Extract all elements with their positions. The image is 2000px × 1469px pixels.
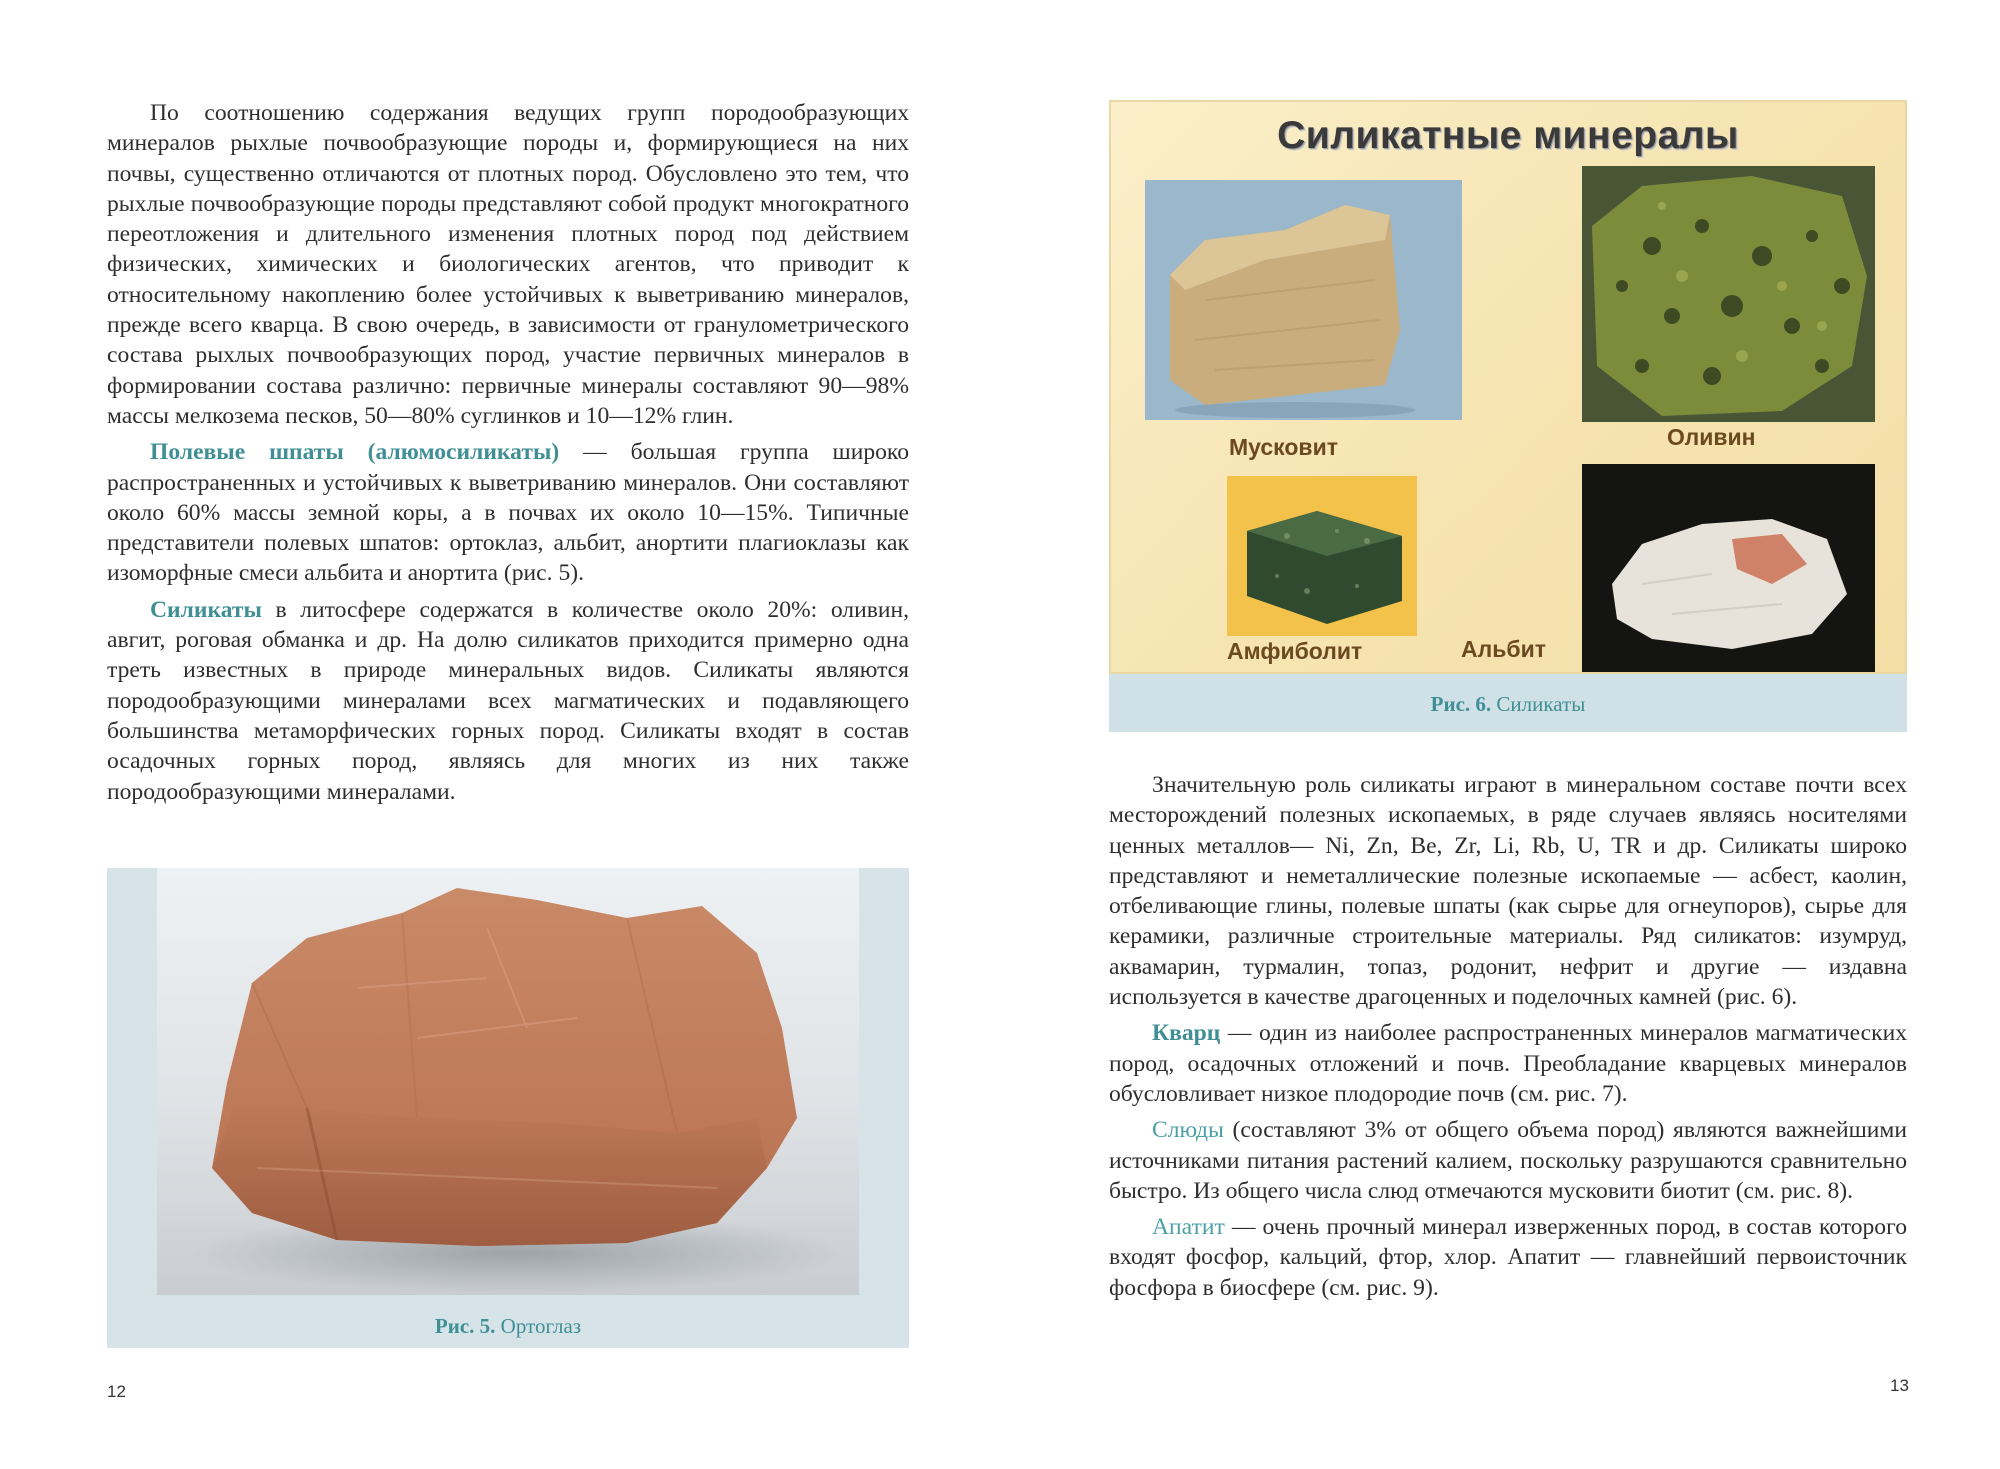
label-albite: Альбит [1461, 636, 1546, 662]
right-text-block [1109, 770, 1907, 1303]
poster-title: Силикатные минералы [1277, 114, 1739, 157]
figure-silicates [1109, 100, 1907, 732]
paragraph [1109, 1018, 1907, 1109]
paragraph-text: Значительную роль силикаты играют в минеральном составе почти всех месторождений полезных ископаемых, в ряде случаев являясь носителями ценных металлов— Ni, Zn, Be, Zr, Li, Rb, U, TR и др. Силикаты широко представляют и неметаллические полезные ископаемые — асбест, каолин, отбеливающие глины, полевые шпаты (как сырье для огнеупоров), сырье для керамики, различные строительные материалы. Ряд силикатов: изумруд, аквамарин, турмалин, топаз, родонит, нефрит и другие — издавна используется в качестве драгоценных и поделочных камней (рис. 6). [1109, 772, 1907, 1011]
paragraph-text: — один из наиболее распространенных минералов магматических пород, осадочных отложений и почв. Преобладание кварцевых минералов обусловливает низкое плодородие почв (см. рис. 7). [1109, 1020, 1907, 1107]
paragraph [1109, 770, 1907, 1012]
left-text-block [107, 98, 909, 807]
paragraph [1109, 1212, 1907, 1303]
term-feldspars: Полевые шпаты (алюмосиликаты) [150, 439, 560, 466]
label-olivine: Оливин [1667, 424, 1756, 450]
caption-text: Силикаты [1496, 692, 1586, 716]
paragraph [107, 437, 909, 588]
orthoclase-photo [157, 868, 859, 1295]
page-number-left: 12 [107, 1382, 126, 1401]
right-page [1000, 0, 2000, 1469]
paragraph [107, 98, 909, 431]
caption-number: Рис. 6. [1430, 692, 1492, 716]
figure-5-caption [107, 1314, 909, 1339]
term-silicates: Силикаты [150, 596, 262, 623]
paragraph-text: — очень прочный минерал изверженных пород, в состав которого входят фосфор, кальций, фтор, хлор. Апатит — главнейший первоисточник фосфора в биосфере (см. рис. 9). [1109, 1214, 1907, 1301]
figure-orthoclase [107, 868, 909, 1348]
term-micas: Слюды [1152, 1117, 1224, 1144]
paragraph [1109, 1115, 1907, 1206]
silicates-poster [1109, 100, 1907, 674]
caption-number: Рис. 5. [434, 1314, 496, 1338]
orthoclase-rock-illustration [157, 868, 859, 1295]
albite-photo [1582, 464, 1875, 672]
paragraph-text: в литосфере содержатся в количестве около 20%: оливин, авгит, роговая обманка и др. На долю силикатов приходится примерно одна треть известных в природе минеральных видов. Силикаты являются породообразующими минералами всех магматических и подавляющего большинства метаморфических горных пород. Силикаты входят в состав осадочных горных пород, являясь для многих из них также породообразующими минералами. [107, 596, 909, 805]
olivine-photo [1582, 166, 1875, 422]
figure-6-caption [1109, 692, 1907, 717]
term-quartz: Кварц [1152, 1020, 1221, 1047]
muscovite-photo [1145, 180, 1462, 420]
paragraph [107, 595, 909, 807]
term-apatite: Апатит [1152, 1214, 1225, 1241]
label-muscovite: Мусковит [1229, 434, 1338, 460]
label-amphibolite: Амфиболит [1227, 638, 1363, 664]
caption-text: Ортоглаз [500, 1314, 582, 1338]
paragraph-text: — большая группа широко распространенных и устойчивых к выветриванию минералов. Они составляют около 60% массы земной коры, а в почвах их около 10—15%. Типичные представители полевых шпатов: ортоклаз, альбит, анортити плагиоклазы как изоморфные смеси альбита и анортита (рис. 5). [107, 439, 909, 587]
paragraph-text: По соотношению содержания ведущих групп породообразующих минералов рыхлые почвообразующие породы и, формирующиеся на них почвы, существенно отличаются от плотных пород. Обусловлено это тем, что рыхлые почвообразующие породы представляют собой продукт многократного переотложения и длительного изменения плотных пород под действием физических, химических и биологических агентов, что приводит к относительному накоплению более устойчивых к выветриванию минералов, прежде всего кварца. В свою очередь, в зависимости от гранулометрического состава рыхлых почвообразующих пород, участие первичных минералов в формировании состава различно: первичные минералы составляют 90—98% массы мелкозема песков, 50—80% суглинков и 10—12% глин. [107, 100, 909, 429]
paragraph-text: (составляют 3% от общего объема пород) являются важнейшими источниками питания растений калием, поскольку разрушаются сравнительно быстро. Из общего числа слюд отмечаются мусковити биотит (см. рис. 8). [1109, 1117, 1907, 1204]
page-number-right: 13 [1890, 1376, 1909, 1395]
amphibolite-photo [1227, 476, 1417, 636]
